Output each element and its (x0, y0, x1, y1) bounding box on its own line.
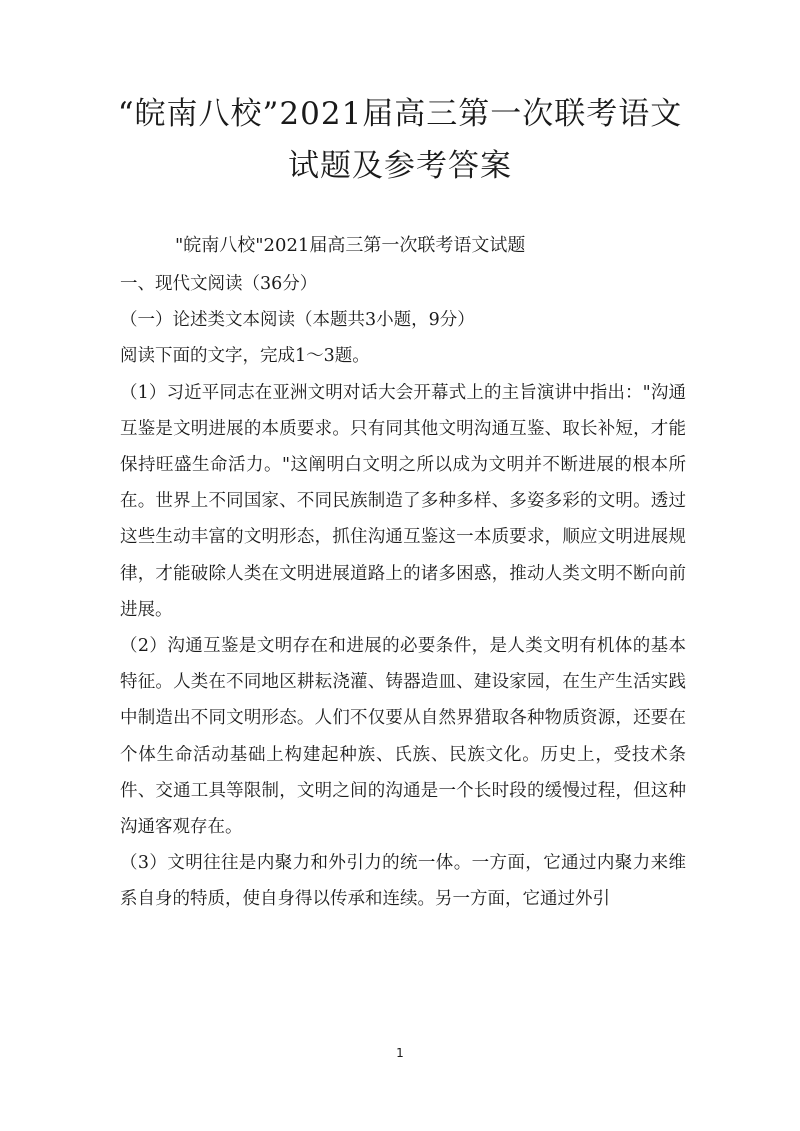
paragraph-2: （2）沟通互鉴是文明存在和进展的必要条件，是人类文明有机体的基本特征。人类在不同地区耕耘浇灌、铸器造皿、建设家园，在生产生活实践中制造出不同文明形态。人们不仅要从自然界猎取各种物质资源，还要在个体生命活动基础上构建起种族、氏族、民族文化。历史上，受技术条件、交通工具等限制，文明之间的沟通是一个长时段的缓慢过程，但这种沟通客观存在。 (120, 636, 686, 838)
paragraph-3: （3）文明往往是内聚力和外引力的统一体。一方面，它通过内聚力来维系自身的特质，使自身得以传承和连续。另一方面，它通过外引 (120, 853, 686, 910)
document-subtitle: "皖南八校"2021届高三第一次联考语文试题 (175, 235, 526, 256)
reading-instruction: 阅读下面的文字，完成1～3题。 (120, 346, 370, 367)
page-number: 1 (396, 1046, 404, 1060)
document-body (120, 266, 686, 918)
paragraph-1: （1）习近平同志在亚洲文明对话大会开幕式上的主旨演讲中指出："沟通互鉴是文明进展的本质要求。只有同其他文明沟通互鉴、取长补短，才能保持旺盛生命活力。"这阐明白文明之所以成为文明并不断进展的根本所在。世界上不同国家、不同民族制造了多种多样、多姿多彩的文明。透过这些生动丰富的文明形态，抓住沟通互鉴这一本质要求，顺应文明进展规律，才能破除人类在文明进展道路上的诸多困惑，推动人类文明不断向前进展。 (120, 382, 686, 620)
section-heading: 一、现代文阅读（36分） (120, 274, 318, 294)
subsection-heading: （一）论述类文本阅读（本题共3小题，9分） (120, 310, 475, 331)
document-title: “皖南八校”2021届高三第一次联考语文试题及参考答案 (117, 96, 683, 184)
